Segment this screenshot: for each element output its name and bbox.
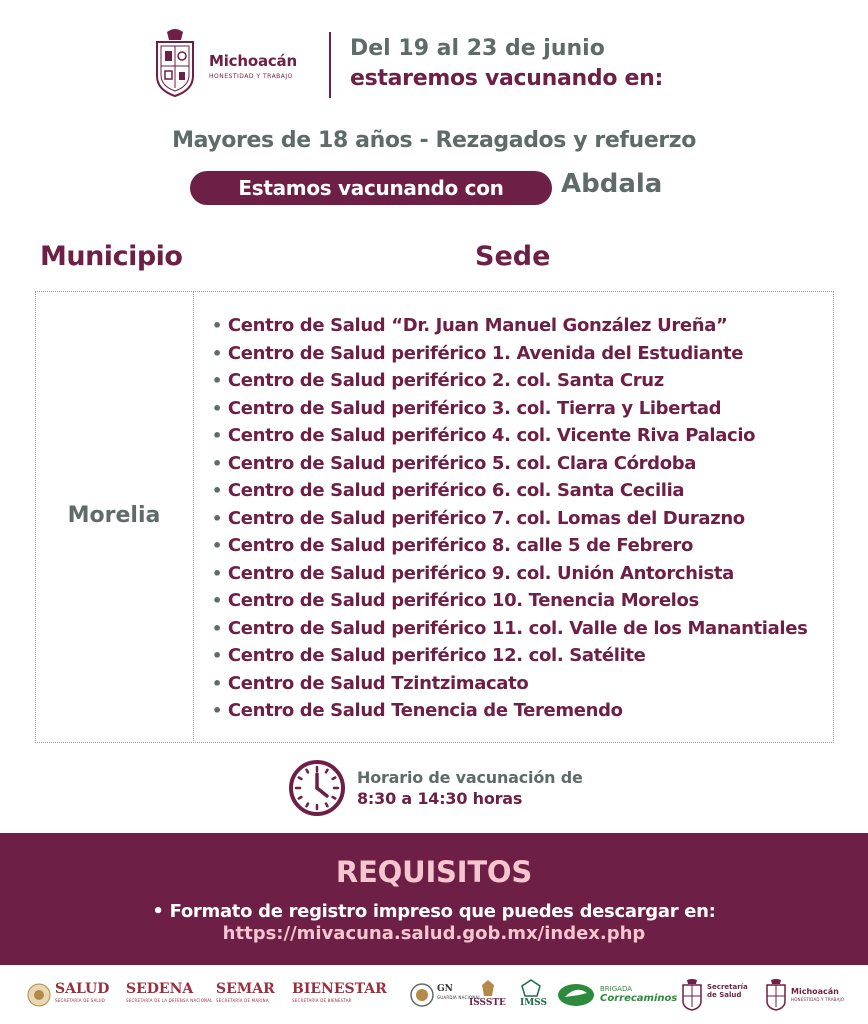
bullet-icon: •	[212, 453, 222, 473]
sede-item	[212, 697, 807, 725]
sedena-sub: SECRETARÍA DE LA DEFENSA NACIONAL	[126, 998, 213, 1003]
salud-sub: SECRETARÍA DE SALUD	[55, 998, 106, 1003]
michoacan-footer-sub: HONESTIDAD Y TRABAJO	[791, 997, 845, 1002]
brand-name: Michoacán	[209, 52, 297, 70]
sede-item	[212, 532, 807, 560]
bienestar-name: BIENESTAR	[292, 981, 387, 997]
column-header-municipio: Municipio	[40, 241, 183, 272]
semar-logo	[216, 981, 275, 1003]
bullet-icon: •	[212, 316, 222, 335]
bullet-icon: •	[212, 646, 222, 665]
sede-item	[212, 477, 807, 505]
sede-item	[212, 450, 807, 478]
bullet-icon: •	[212, 508, 222, 528]
sede-label: Centro de Salud periférico 7. col. Lomas del Durazno	[227, 507, 745, 529]
sede-label: Centro de Salud periférico 6. col. Santa Cecilia	[227, 480, 685, 501]
sede-item	[212, 422, 807, 450]
requirement-item: • Formato de registro impreso que puedes descargar en:	[152, 901, 716, 922]
salud-emblem-icon	[27, 983, 51, 1007]
semar-name: SEMAR	[216, 981, 275, 997]
gn-name: GN	[437, 984, 453, 994]
header-divider	[329, 32, 331, 98]
correcaminos-emblem-icon	[557, 983, 595, 1007]
target-population: Mayores de 18 años - Rezagados y refuerzo	[172, 128, 696, 153]
bullet-icon: •	[212, 591, 222, 610]
sede-label: Centro de Salud Tzintzimacato	[227, 672, 529, 694]
bullet-icon: •	[212, 398, 222, 418]
secretaria-crest-icon	[681, 979, 703, 1011]
brigada-name: Correcaminos	[600, 993, 678, 1004]
imss-emblem-icon	[520, 979, 542, 997]
requirements-title: REQUISITOS	[335, 855, 533, 889]
salud-name: SALUD	[55, 981, 110, 997]
issste-logo: ISSSTE	[469, 998, 506, 1008]
sede-item	[212, 312, 807, 340]
brand-tagline: HONESTIDAD Y TRABAJO	[209, 73, 293, 80]
michoacan-crest-icon	[151, 28, 199, 98]
michoacan-footer-crest-icon	[765, 979, 787, 1011]
table-column-divider	[193, 291, 194, 743]
sede-label: Centro de Salud “Dr. Juan Manuel González Ureña”	[227, 315, 728, 336]
secretaria-salud-logo: Secretaría de Salud	[707, 983, 748, 999]
bullet-icon: •	[212, 701, 222, 720]
brand-logo	[209, 52, 297, 80]
sede-label: Centro de Salud periférico 2. col. Santa Cruz	[227, 370, 664, 391]
sedena-logo	[126, 981, 213, 1003]
bienestar-logo	[292, 981, 387, 1003]
brigada-logo	[600, 985, 677, 1004]
sede-item	[212, 560, 807, 588]
sede-item	[212, 642, 807, 670]
sede-item	[212, 395, 807, 423]
brigada-top: BRIGADA	[600, 985, 632, 993]
sede-label: Centro de Salud periférico 5. col. Clara Córdoba	[227, 452, 697, 474]
issste-emblem-icon	[478, 979, 498, 997]
vaccine-name: Abdala	[561, 169, 663, 199]
sede-item	[212, 505, 807, 533]
salud-logo	[55, 981, 109, 1003]
schedule-hours: 8:30 a 14:30 horas	[357, 789, 523, 808]
municipio-cell: Morelia	[67, 503, 161, 528]
column-header-sede: Sede	[475, 241, 551, 272]
sede-label: Centro de Salud periférico 3. col. Tierra y Libertad	[227, 397, 722, 419]
bullet-icon: •	[212, 481, 222, 500]
michoacan-footer-name: Michoacán	[791, 987, 839, 996]
requirements-band	[0, 833, 868, 965]
bullet-icon: •	[212, 673, 222, 693]
sede-item	[212, 340, 807, 368]
sede-label: Centro de Salud Tenencia de Teremendo	[227, 700, 623, 721]
gn-emblem-icon	[410, 983, 434, 1007]
sede-item	[212, 670, 807, 698]
michoacan-footer-logo	[791, 987, 844, 1002]
schedule-label: Horario de vacunación de	[357, 768, 583, 787]
sede-list	[212, 312, 807, 725]
sede-label: Centro de Salud periférico 11. col. Valle de los Manantiales	[227, 617, 808, 639]
sede-label: Centro de Salud periférico 9. col. Unión Antorchista	[227, 562, 734, 584]
registration-link[interactable]: https://mivacuna.salud.gob.mx/index.php	[222, 923, 646, 944]
bienestar-sub: SECRETARÍA DE BIENESTAR	[292, 998, 352, 1003]
imss-logo: IMSS	[520, 998, 547, 1008]
bullet-icon: •	[212, 618, 222, 638]
sede-label: Centro de Salud periférico 10. Tenencia Morelos	[227, 590, 699, 611]
bullet-icon: •	[212, 343, 222, 363]
sede-item	[212, 615, 807, 643]
bullet-icon: •	[212, 536, 222, 555]
campaign-dates: Del 19 al 23 de junio	[350, 36, 605, 61]
sede-label: Centro de Salud periférico 8. calle 5 de Febrero	[227, 535, 693, 556]
bullet-icon: •	[212, 563, 222, 583]
semar-sub: SECRETARÍA DE MARINA	[216, 998, 269, 1003]
sede-label: Centro de Salud periférico 4. col. Vicente Riva Palacio	[227, 425, 756, 446]
sedena-name: SEDENA	[126, 981, 194, 997]
vaccinating-heading: estaremos vacunando en:	[350, 66, 664, 91]
bullet-icon: •	[212, 426, 222, 445]
gn-sub: GUARDIA NACIONAL	[437, 995, 481, 1000]
sede-item	[212, 587, 807, 615]
vaccine-pill: Estamos vacunando con	[190, 171, 552, 205]
clock-icon	[288, 759, 346, 817]
sede-item	[212, 367, 807, 395]
bullet-icon: •	[212, 371, 222, 390]
sede-label: Centro de Salud periférico 12. col. Satélite	[227, 645, 646, 666]
sede-label: Centro de Salud periférico 1. Avenida del Estudiante	[227, 342, 744, 364]
